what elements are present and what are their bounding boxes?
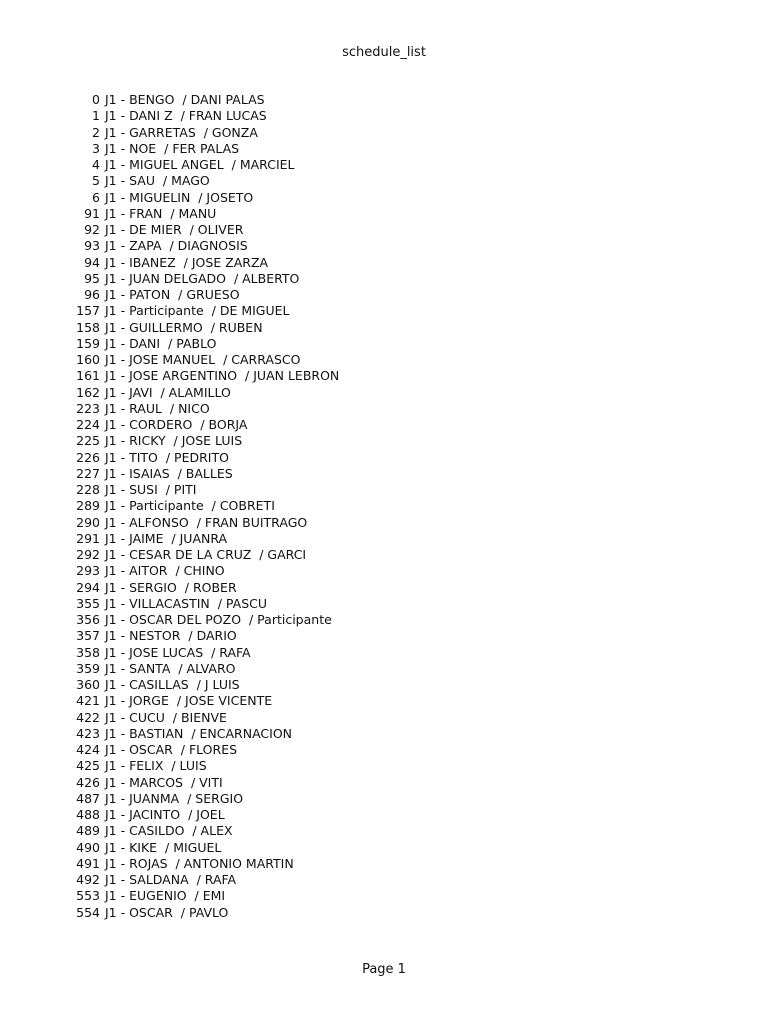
row-match-text: J1 - JOSE ARGENTINO / JUAN LEBRON bbox=[105, 368, 340, 384]
row-number: 4 bbox=[92, 157, 100, 172]
row-number: 92 bbox=[84, 222, 100, 237]
row-match-text: J1 - SANTA / ALVARO bbox=[105, 660, 236, 676]
row-number: 292 bbox=[76, 547, 100, 562]
row-number: 224 bbox=[76, 417, 100, 432]
row-number: 424 bbox=[76, 742, 100, 757]
row-match-text: J1 - ZAPA / DIAGNOSIS bbox=[105, 238, 248, 254]
row-number: 489 bbox=[76, 823, 100, 839]
row-match-text: J1 - OSCAR / PAVLO bbox=[105, 904, 229, 920]
row-number: 93 bbox=[84, 238, 100, 254]
row-number: 360 bbox=[76, 677, 100, 692]
row-match-text: J1 - JORGE / JOSE VICENTE bbox=[105, 693, 273, 709]
row-match-text: J1 - OSCAR / FLORES bbox=[105, 742, 238, 757]
schedule-row bbox=[0, 157, 768, 173]
schedule-row bbox=[0, 173, 768, 189]
row-number: 3 bbox=[92, 140, 100, 156]
schedule-row bbox=[0, 693, 768, 709]
schedule-row bbox=[0, 125, 768, 141]
row-match-text: J1 - KIKE / MIGUEL bbox=[105, 839, 222, 855]
schedule-row bbox=[0, 726, 768, 742]
row-number: 357 bbox=[76, 628, 100, 644]
row-match-text: J1 - BASTIAN / ENCARNACION bbox=[105, 725, 293, 741]
row-match-text: J1 - PATON / GRUESO bbox=[105, 287, 240, 302]
row-match-text: J1 - GUILLERMO / RUBEN bbox=[105, 319, 263, 335]
row-match-text: J1 - NOE / FER PALAS bbox=[105, 140, 240, 156]
schedule-row bbox=[0, 856, 768, 872]
row-number: 553 bbox=[76, 888, 100, 904]
row-number: 294 bbox=[76, 579, 100, 595]
schedule-row bbox=[0, 255, 768, 271]
row-match-text: J1 - JUAN DELGADO / ALBERTO bbox=[105, 270, 300, 286]
schedule-row bbox=[0, 515, 768, 531]
schedule-row bbox=[0, 352, 768, 368]
row-number: 94 bbox=[84, 254, 100, 270]
schedule-row bbox=[0, 417, 768, 433]
row-match-text: J1 - TITO / PEDRITO bbox=[105, 449, 229, 465]
schedule-row bbox=[0, 888, 768, 904]
schedule-row bbox=[0, 271, 768, 287]
row-number: 488 bbox=[76, 807, 100, 822]
row-match-text: J1 - JUANMA / SERGIO bbox=[105, 790, 244, 806]
schedule-row bbox=[0, 807, 768, 823]
row-match-text: J1 - FELIX / LUIS bbox=[105, 758, 207, 774]
schedule-row bbox=[0, 742, 768, 758]
schedule-row bbox=[0, 905, 768, 921]
schedule-row bbox=[0, 775, 768, 791]
schedule-row bbox=[0, 498, 768, 514]
page-number: Page 1 bbox=[362, 962, 406, 977]
schedule-row bbox=[0, 791, 768, 807]
schedule-row bbox=[0, 531, 768, 547]
row-number: 158 bbox=[76, 319, 100, 335]
row-number: 290 bbox=[76, 514, 100, 530]
row-match-text: J1 - MARCOS / VITI bbox=[105, 774, 223, 790]
row-number: 422 bbox=[76, 709, 100, 725]
row-number: 492 bbox=[76, 872, 100, 887]
row-match-text: J1 - DE MIER / OLIVER bbox=[105, 222, 244, 237]
row-match-text: J1 - SUSI / PITI bbox=[105, 482, 197, 497]
row-match-text: J1 - MIGUELIN / JOSETO bbox=[105, 189, 254, 205]
row-number: 159 bbox=[76, 335, 100, 351]
row-number: 487 bbox=[76, 790, 100, 806]
row-match-text: J1 - RICKY / JOSE LUIS bbox=[105, 433, 243, 449]
row-match-text: J1 - SALDANA / RAFA bbox=[105, 872, 237, 887]
row-match-text: J1 - GARRETAS / GONZA bbox=[105, 124, 258, 140]
schedule-row bbox=[0, 141, 768, 157]
schedule-row bbox=[0, 320, 768, 336]
row-match-text: J1 - BENGO / DANI PALAS bbox=[105, 92, 265, 107]
row-number: 423 bbox=[76, 725, 100, 741]
row-number: 355 bbox=[76, 595, 100, 611]
row-number: 289 bbox=[76, 498, 100, 514]
row-number: 356 bbox=[76, 612, 100, 627]
row-number: 5 bbox=[92, 173, 100, 189]
row-match-text: J1 - RAUL / NICO bbox=[105, 400, 210, 416]
row-match-text: J1 - ALFONSO / FRAN BUITRAGO bbox=[105, 514, 308, 530]
row-match-text: J1 - CUCU / BIENVE bbox=[105, 709, 227, 725]
row-number: 227 bbox=[76, 465, 100, 481]
row-number: 491 bbox=[76, 855, 100, 871]
row-number: 425 bbox=[76, 758, 100, 774]
row-match-text: J1 - OSCAR DEL POZO / Participante bbox=[105, 612, 332, 627]
row-number: 96 bbox=[84, 287, 100, 302]
row-match-text: J1 - Participante / DE MIGUEL bbox=[105, 303, 290, 319]
schedule-row bbox=[0, 401, 768, 417]
schedule-row bbox=[0, 482, 768, 498]
row-match-text: J1 - FRAN / MANU bbox=[105, 205, 217, 221]
row-match-text: J1 - JAVI / ALAMILLO bbox=[105, 384, 231, 400]
row-match-text: J1 - SAU / MAGO bbox=[105, 173, 210, 189]
row-match-text: J1 - EUGENIO / EMI bbox=[105, 888, 226, 904]
row-number: 160 bbox=[76, 352, 100, 367]
row-match-text: J1 - DANI Z / FRAN LUCAS bbox=[105, 108, 267, 124]
schedule-row bbox=[0, 628, 768, 644]
row-number: 161 bbox=[76, 368, 100, 384]
row-number: 1 bbox=[92, 108, 100, 124]
row-match-text: J1 - MIGUEL ANGEL / MARCIEL bbox=[105, 157, 295, 172]
schedule-row bbox=[0, 612, 768, 628]
row-number: 291 bbox=[76, 530, 100, 546]
schedule-row bbox=[0, 303, 768, 319]
row-match-text: J1 - CORDERO / BORJA bbox=[105, 417, 248, 432]
row-number: 421 bbox=[76, 693, 100, 709]
row-match-text: J1 - ROJAS / ANTONIO MARTIN bbox=[105, 855, 294, 871]
schedule-row bbox=[0, 336, 768, 352]
schedule-row bbox=[0, 563, 768, 579]
schedule-row bbox=[0, 677, 768, 693]
schedule-row bbox=[0, 840, 768, 856]
row-match-text: J1 - DANI / PABLO bbox=[105, 335, 217, 351]
row-number: 226 bbox=[76, 449, 100, 465]
row-match-text: J1 - JACINTO / JOEL bbox=[105, 807, 225, 822]
schedule-row bbox=[0, 547, 768, 563]
row-number: 6 bbox=[92, 189, 100, 205]
row-number: 162 bbox=[76, 384, 100, 400]
row-match-text: J1 - Participante / COBRETI bbox=[105, 498, 275, 514]
row-number: 2 bbox=[92, 124, 100, 140]
row-number: 223 bbox=[76, 400, 100, 416]
row-number: 426 bbox=[76, 774, 100, 790]
schedule-row bbox=[0, 206, 768, 222]
schedule-row bbox=[0, 661, 768, 677]
row-match-text: J1 - NESTOR / DARIO bbox=[105, 628, 237, 644]
schedule-row bbox=[0, 92, 768, 108]
schedule-row bbox=[0, 758, 768, 774]
schedule-row bbox=[0, 368, 768, 384]
schedule-list bbox=[0, 92, 768, 921]
row-match-text: J1 - JOSE MANUEL / CARRASCO bbox=[105, 352, 301, 367]
page-title: schedule_list bbox=[342, 45, 426, 60]
schedule-row bbox=[0, 823, 768, 839]
schedule-row bbox=[0, 450, 768, 466]
row-match-text: J1 - CASILLAS / J LUIS bbox=[105, 677, 240, 692]
row-number: 554 bbox=[76, 904, 100, 920]
schedule-row bbox=[0, 222, 768, 238]
row-number: 293 bbox=[76, 563, 100, 579]
schedule-row bbox=[0, 596, 768, 612]
schedule-row bbox=[0, 287, 768, 303]
row-number: 359 bbox=[76, 660, 100, 676]
row-match-text: J1 - SERGIO / ROBER bbox=[105, 579, 237, 595]
schedule-row bbox=[0, 190, 768, 206]
row-number: 0 bbox=[92, 92, 100, 107]
schedule-row bbox=[0, 238, 768, 254]
row-match-text: J1 - JOSE LUCAS / RAFA bbox=[105, 644, 251, 660]
row-match-text: J1 - AITOR / CHINO bbox=[105, 563, 225, 579]
row-match-text: J1 - IBANEZ / JOSE ZARZA bbox=[105, 254, 269, 270]
row-match-text: J1 - ISAIAS / BALLES bbox=[105, 465, 233, 481]
row-number: 228 bbox=[76, 482, 100, 497]
row-number: 157 bbox=[76, 303, 100, 319]
schedule-row bbox=[0, 466, 768, 482]
row-number: 95 bbox=[84, 270, 100, 286]
row-match-text: J1 - JAIME / JUANRA bbox=[105, 530, 228, 546]
schedule-row bbox=[0, 710, 768, 726]
row-match-text: J1 - CESAR DE LA CRUZ / GARCI bbox=[105, 547, 307, 562]
row-number: 358 bbox=[76, 644, 100, 660]
schedule-row bbox=[0, 580, 768, 596]
schedule-row bbox=[0, 108, 768, 124]
schedule-row bbox=[0, 645, 768, 661]
row-number: 91 bbox=[84, 205, 100, 221]
schedule-row bbox=[0, 433, 768, 449]
row-match-text: J1 - VILLACASTIN / PASCU bbox=[105, 595, 267, 611]
row-number: 225 bbox=[76, 433, 100, 449]
schedule-row bbox=[0, 385, 768, 401]
schedule-row bbox=[0, 872, 768, 888]
row-match-text: J1 - CASILDO / ALEX bbox=[105, 823, 233, 839]
row-number: 490 bbox=[76, 839, 100, 855]
